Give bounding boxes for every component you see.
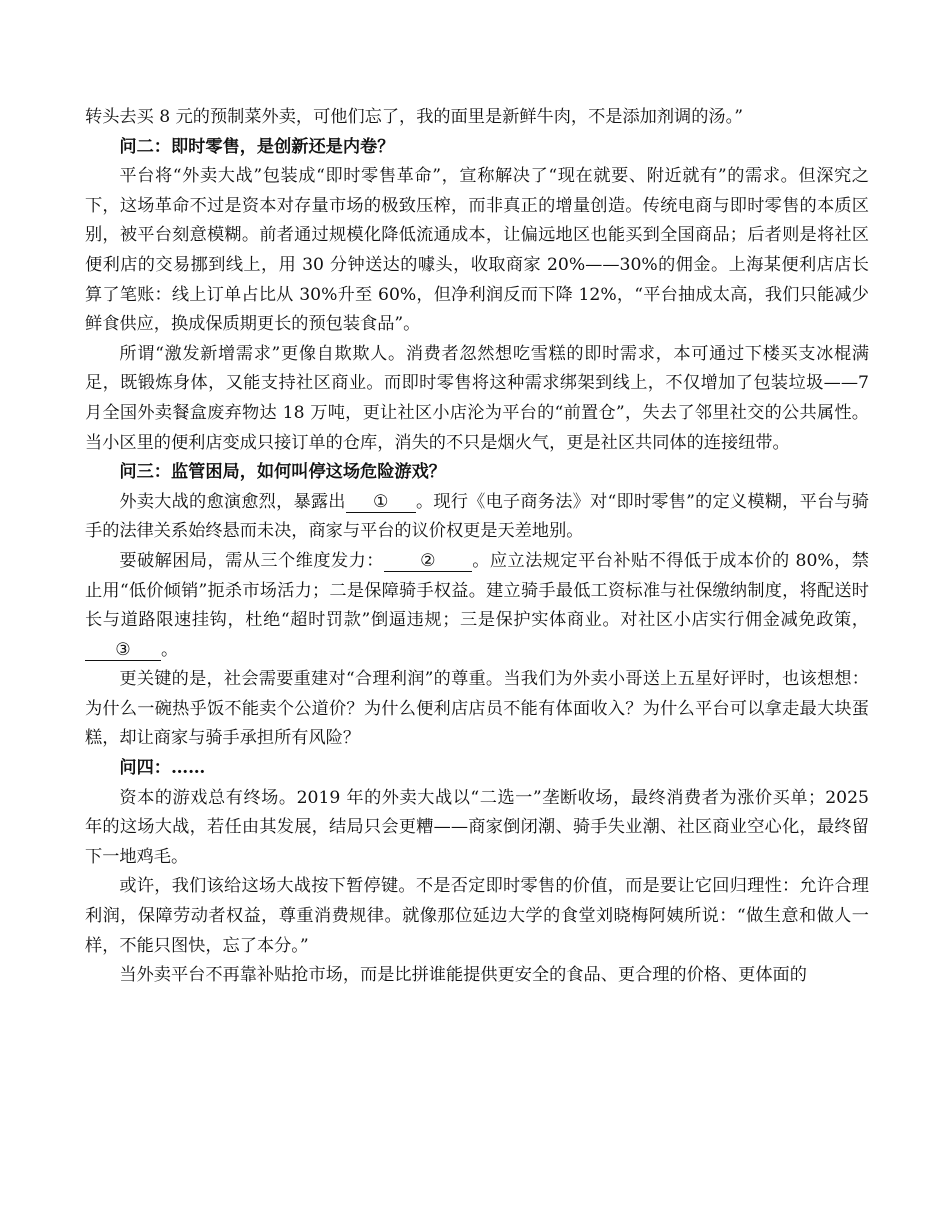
text-before-blank: 要破解困局，需从三个维度发力： xyxy=(119,550,384,571)
paragraph: 资本的游戏总有终场。2019 年的外卖大战以“二选一”垄断收场，最终消费者为涨价买单；2025 年的这场大战，若任由其发展，结局只会更糟——商家倒闭潮、骑手失业潮、社区商业空心化，最终留下一地鸡毛。 xyxy=(85,787,869,867)
document-page xyxy=(85,103,869,991)
text-after-blank: 。应立法规定平台补贴不得低于成本价的 80%，禁止用“低价倾销”扼杀市场活力；二是保障骑手权益。建立骑手最低工资标准与社保缴纳制度，将配送时长与道路限速挂钩，杜绝“超时罚款”倒逼违规；三是保护实体商业。对社区小店实行佣金减免政策， xyxy=(85,550,869,631)
text-after-blank: 。 xyxy=(161,639,179,660)
text-after-blank: 。现行《电子商务法》对“即时零售”的定义模糊，平台与骑手的法律关系始终悬而未决，商家与平台的议价权更是天差地别。 xyxy=(85,491,869,542)
paragraph-with-blank-1 xyxy=(85,488,869,547)
section-heading-4: 问四：…… xyxy=(119,758,206,779)
paragraph-with-blanks-2-3 xyxy=(85,547,869,665)
paragraph: 所谓“激发新增需求”更像自欺欺人。消费者忽然想吃雪糕的即时需求，本可通过下楼买支冰棍满足，既锻炼身体，又能支持社区商业。而即时零售将这种需求绑架到线上，不仅增加了包装垃圾——7 月全国外卖餐盒废弃物达 18 万吨，更让社区小店沦为平台的“前置仓”，失去了邻里社交的公共属性。当小区里的便利店变成只接订单的仓库，消失的不只是烟火气，更是社区共同体的连接纽带。 xyxy=(85,343,869,453)
section-heading-2: 问二：即时零售，是创新还是内卷？ xyxy=(119,136,395,157)
paragraph: 当外卖平台不再靠补贴抢市场，而是比拼谁能提供更安全的食品、更合理的价格、更体面的 xyxy=(119,965,807,986)
text-before-blank: 外卖大战的愈演愈烈，暴露出 xyxy=(119,491,346,512)
paragraph: 或许，我们该给这场大战按下暂停键。不是否定即时零售的价值，而是要让它回归理性：允许合理利润，保障劳动者权益，尊重消费规律。就像那位延边大学的食堂刘晓梅阿姨所说：“做生意和做人一样，不能只图快，忘了本分。” xyxy=(85,876,869,956)
fill-in-blank-3: ③ xyxy=(85,640,161,661)
paragraph-continued: 转头去买 8 元的预制菜外卖，可他们忘了，我的面里是新鲜牛肉，不是添加剂调的汤。” xyxy=(85,107,743,127)
paragraph: 平台将“外卖大战”包装成“即时零售革命”，宣称解决了“现在就要、附近就有”的需求。但深究之下，这场革命不过是资本对存量市场的极致压榨，而非真正的增量创造。传统电商与即时零售的本质区别，被平台刻意模糊。前者通过规模化降低流通成本，让偏远地区也能买到全国商品；后者则是将社区便利店的交易挪到线上，用 30 分钟送达的噱头，收取商家 20%——30%的佣金。上海某便利店店长算了笔账：线上订单占比从 30%升至 60%，但净利润反而下降 12%，“平台抽成太高，我们只能减少鲜食供应，换成保质期更长的预包装食品”。 xyxy=(85,166,869,335)
paragraph: 更关键的是，社会需要重建对“合理利润”的尊重。当我们为外卖小哥送上五星好评时，也该想想：为什么一碗热乎饭不能卖个公道价？为什么便利店店员不能有体面收入？为什么平台可以拿走最大块蛋糕，却让商家与骑手承担所有风险？ xyxy=(85,669,869,749)
section-heading-3: 问三：监管困局，如何叫停这场危险游戏？ xyxy=(119,462,446,483)
fill-in-blank-2: ② xyxy=(384,551,472,572)
fill-in-blank-1: ① xyxy=(346,492,416,513)
